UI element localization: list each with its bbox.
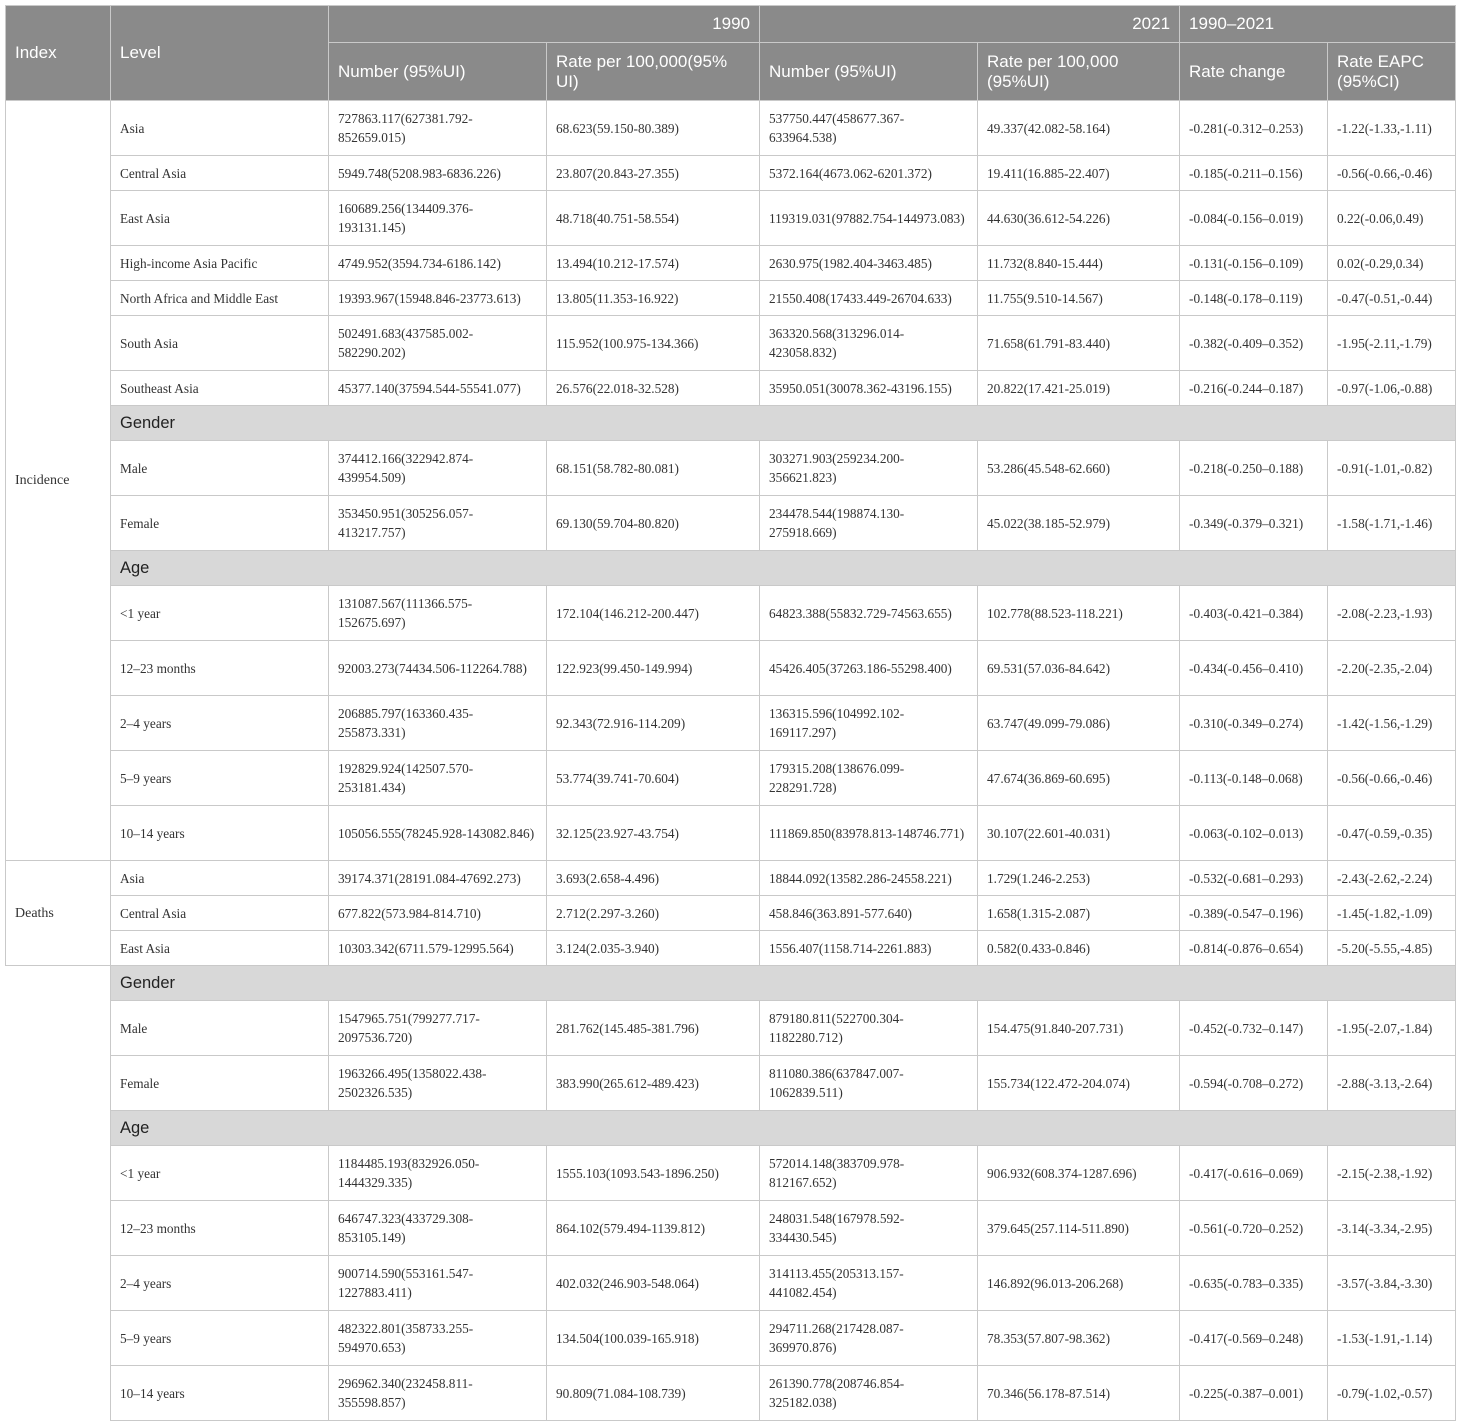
- cell-level: 10–14 years: [111, 806, 329, 861]
- cell-level: 2–4 years: [111, 696, 329, 751]
- cell-rate-2021: 53.286(45.548-62.660): [978, 441, 1180, 496]
- cell-rate-1990: 26.576(22.018-32.528): [547, 371, 760, 406]
- cell-rate-1990: 383.990(265.612-489.423): [547, 1056, 760, 1111]
- cell-rate-eapc: -2.88(-3.13,-2.64): [1328, 1056, 1456, 1111]
- cell-level: Central Asia: [111, 896, 329, 931]
- group-label: Age: [111, 551, 1456, 586]
- cell-number-2021: 248031.548(167978.592-334430.545): [760, 1201, 978, 1256]
- cell-rate-eapc: -1.58(-1.71,-1.46): [1328, 496, 1456, 551]
- cell-rate-1990: 3.693(2.658-4.496): [547, 861, 760, 896]
- cell-rate-change: -0.417(-0.616–0.069): [1180, 1146, 1328, 1201]
- cell-rate-eapc: -3.14(-3.34,-2.95): [1328, 1201, 1456, 1256]
- table-row: [6, 1001, 1456, 1056]
- cell-number-1990: 374412.166(322942.874-439954.509): [329, 441, 547, 496]
- cell-rate-1990: 13.494(10.212-17.574): [547, 246, 760, 281]
- cell-rate-eapc: 0.22(-0.06,0.49): [1328, 191, 1456, 246]
- cell-rate-eapc: -0.91(-1.01,-0.82): [1328, 441, 1456, 496]
- cell-rate-2021: 379.645(257.114-511.890): [978, 1201, 1180, 1256]
- cell-rate-eapc: -0.47(-0.59,-0.35): [1328, 806, 1456, 861]
- cell-number-1990: 1547965.751(799277.717-2097536.720): [329, 1001, 547, 1056]
- table-row: [6, 371, 1456, 406]
- cell-rate-2021: 20.822(17.421-25.019): [978, 371, 1180, 406]
- cell-rate-1990: 32.125(23.927-43.754): [547, 806, 760, 861]
- cell-rate-2021: 30.107(22.601-40.031): [978, 806, 1180, 861]
- cell-rate-change: -0.635(-0.783–0.335): [1180, 1256, 1328, 1311]
- cell-number-2021: 5372.164(4673.062-6201.372): [760, 156, 978, 191]
- cell-number-2021: 234478.544(198874.130-275918.669): [760, 496, 978, 551]
- cell-rate-change: -0.225(-0.387–0.001): [1180, 1366, 1328, 1421]
- table-row: [6, 696, 1456, 751]
- cell-number-1990: 19393.967(15948.846-23773.613): [329, 281, 547, 316]
- table-row: [6, 641, 1456, 696]
- cell-rate-1990: 402.032(246.903-548.064): [547, 1256, 760, 1311]
- index-blank: [6, 1366, 111, 1421]
- cell-level: Male: [111, 1001, 329, 1056]
- cell-number-2021: 537750.447(458677.367-633964.538): [760, 101, 978, 156]
- cell-rate-change: -0.594(-0.708–0.272): [1180, 1056, 1328, 1111]
- cell-rate-eapc: -0.56(-0.66,-0.46): [1328, 751, 1456, 806]
- table-row: [6, 1311, 1456, 1366]
- cell-level: <1 year: [111, 586, 329, 641]
- group-label: Gender: [111, 406, 1456, 441]
- cell-number-1990: 206885.797(163360.435-255873.331): [329, 696, 547, 751]
- cell-number-1990: 900714.590(553161.547-1227883.411): [329, 1256, 547, 1311]
- cell-number-2021: 111869.850(83978.813-148746.771): [760, 806, 978, 861]
- cell-level: North Africa and Middle East: [111, 281, 329, 316]
- header-year-range: 1990–2021: [1180, 6, 1456, 43]
- cell-rate-eapc: -0.97(-1.06,-0.88): [1328, 371, 1456, 406]
- cell-rate-1990: 23.807(20.843-27.355): [547, 156, 760, 191]
- cell-rate-change: -0.417(-0.569–0.248): [1180, 1311, 1328, 1366]
- cell-rate-2021: 1.658(1.315-2.087): [978, 896, 1180, 931]
- cell-level: 10–14 years: [111, 1366, 329, 1421]
- cell-level: Southeast Asia: [111, 371, 329, 406]
- table-row: [6, 896, 1456, 931]
- cell-number-1990: 10303.342(6711.579-12995.564): [329, 931, 547, 966]
- index-blank: [6, 1001, 111, 1056]
- cell-rate-2021: 0.582(0.433-0.846): [978, 931, 1180, 966]
- header-rate-1990: Rate per 100,000(95% UI): [547, 43, 760, 101]
- cell-rate-change: -0.561(-0.720–0.252): [1180, 1201, 1328, 1256]
- table-row: [6, 1256, 1456, 1311]
- header-index: Index: [6, 6, 111, 101]
- cell-rate-change: -0.389(-0.547–0.196): [1180, 896, 1328, 931]
- group-label: Age: [111, 1111, 1456, 1146]
- cell-rate-2021: 63.747(49.099-79.086): [978, 696, 1180, 751]
- header-rate-eapc: Rate EAPC (95%CI): [1328, 43, 1456, 101]
- table-row: [6, 861, 1456, 896]
- cell-rate-eapc: -0.56(-0.66,-0.46): [1328, 156, 1456, 191]
- cell-level: Male: [111, 441, 329, 496]
- cell-rate-1990: 68.151(58.782-80.081): [547, 441, 760, 496]
- cell-number-1990: 105056.555(78245.928-143082.846): [329, 806, 547, 861]
- cell-number-2021: 294711.268(217428.087-369970.876): [760, 1311, 978, 1366]
- cell-rate-change: -0.434(-0.456–0.410): [1180, 641, 1328, 696]
- cell-rate-2021: 44.630(36.612-54.226): [978, 191, 1180, 246]
- cell-number-1990: 5949.748(5208.983-6836.226): [329, 156, 547, 191]
- cell-rate-2021: 11.732(8.840-15.444): [978, 246, 1180, 281]
- cell-rate-change: -0.148(-0.178–0.119): [1180, 281, 1328, 316]
- header-year-2021: 2021: [760, 6, 1180, 43]
- cell-number-1990: 4749.952(3594.734-6186.142): [329, 246, 547, 281]
- header-number-2021: Number (95%UI): [760, 43, 978, 101]
- cell-rate-1990: 134.504(100.039-165.918): [547, 1311, 760, 1366]
- cell-rate-change: -0.216(-0.244–0.187): [1180, 371, 1328, 406]
- table-row: [6, 281, 1456, 316]
- cell-level: 12–23 months: [111, 641, 329, 696]
- cell-rate-change: -0.403(-0.421–0.384): [1180, 586, 1328, 641]
- cell-rate-1990: 68.623(59.150-80.389): [547, 101, 760, 156]
- index-blank: [6, 1146, 111, 1201]
- cell-number-2021: 18844.092(13582.286-24558.221): [760, 861, 978, 896]
- cell-number-2021: 261390.778(208746.854-325182.038): [760, 1366, 978, 1421]
- cell-number-2021: 179315.208(138676.099-228291.728): [760, 751, 978, 806]
- cell-level: Female: [111, 1056, 329, 1111]
- cell-level: Central Asia: [111, 156, 329, 191]
- index-blank: [6, 1311, 111, 1366]
- cell-level: Asia: [111, 861, 329, 896]
- table-row: [6, 806, 1456, 861]
- cell-level: 5–9 years: [111, 1311, 329, 1366]
- table-row: [6, 931, 1456, 966]
- cell-number-2021: 314113.455(205313.157-441082.454): [760, 1256, 978, 1311]
- cell-rate-change: -0.063(-0.102–0.013): [1180, 806, 1328, 861]
- cell-number-1990: 482322.801(358733.255-594970.653): [329, 1311, 547, 1366]
- cell-rate-change: -0.532(-0.681–0.293): [1180, 861, 1328, 896]
- cell-rate-1990: 172.104(146.212-200.447): [547, 586, 760, 641]
- header-level: Level: [111, 6, 329, 101]
- cell-rate-1990: 864.102(579.494-1139.812): [547, 1201, 760, 1256]
- cell-rate-2021: 47.674(36.869-60.695): [978, 751, 1180, 806]
- cell-number-2021: 879180.811(522700.304-1182280.712): [760, 1001, 978, 1056]
- cell-level: <1 year: [111, 1146, 329, 1201]
- cell-level: High-income Asia Pacific: [111, 246, 329, 281]
- cell-rate-eapc: -0.79(-1.02,-0.57): [1328, 1366, 1456, 1421]
- cell-number-2021: 1556.407(1158.714-2261.883): [760, 931, 978, 966]
- cell-rate-eapc: -2.43(-2.62,-2.24): [1328, 861, 1456, 896]
- cell-rate-2021: 1.729(1.246-2.253): [978, 861, 1180, 896]
- table-row: [6, 156, 1456, 191]
- cell-rate-change: -0.218(-0.250–0.188): [1180, 441, 1328, 496]
- cell-rate-eapc: -0.47(-0.51,-0.44): [1328, 281, 1456, 316]
- table-row: [6, 316, 1456, 371]
- cell-level: 2–4 years: [111, 1256, 329, 1311]
- table-row: [6, 101, 1456, 156]
- header-rate-change: Rate change: [1180, 43, 1328, 101]
- header-number-1990: Number (95%UI): [329, 43, 547, 101]
- cell-rate-eapc: -2.15(-2.38,-1.92): [1328, 1146, 1456, 1201]
- cell-number-2021: 136315.596(104992.102-169117.297): [760, 696, 978, 751]
- cell-number-2021: 64823.388(55832.729-74563.655): [760, 586, 978, 641]
- cell-number-2021: 572014.148(383709.978-812167.652): [760, 1146, 978, 1201]
- cell-rate-change: -0.281(-0.312–0.253): [1180, 101, 1328, 156]
- cell-rate-1990: 3.124(2.035-3.940): [547, 931, 760, 966]
- table-row: [6, 751, 1456, 806]
- cell-rate-change: -0.113(-0.148–0.068): [1180, 751, 1328, 806]
- cell-rate-2021: 71.658(61.791-83.440): [978, 316, 1180, 371]
- group-row: [6, 1111, 1456, 1146]
- cell-number-1990: 1963266.495(1358022.438-2502326.535): [329, 1056, 547, 1111]
- cell-number-1990: 39174.371(28191.084-47692.273): [329, 861, 547, 896]
- group-row: [6, 551, 1456, 586]
- table-body: [6, 101, 1456, 1421]
- cell-rate-1990: 281.762(145.485-381.796): [547, 1001, 760, 1056]
- cell-number-2021: 811080.386(637847.007-1062839.511): [760, 1056, 978, 1111]
- cell-rate-2021: 49.337(42.082-58.164): [978, 101, 1180, 156]
- cell-rate-2021: 69.531(57.036-84.642): [978, 641, 1180, 696]
- cell-rate-change: -0.131(-0.156–0.109): [1180, 246, 1328, 281]
- cell-number-1990: 646747.323(433729.308-853105.149): [329, 1201, 547, 1256]
- table-row: [6, 246, 1456, 281]
- cell-rate-eapc: -1.42(-1.56,-1.29): [1328, 696, 1456, 751]
- cell-rate-1990: 1555.103(1093.543-1896.250): [547, 1146, 760, 1201]
- cell-rate-1990: 69.130(59.704-80.820): [547, 496, 760, 551]
- cell-level: 5–9 years: [111, 751, 329, 806]
- cell-number-1990: 677.822(573.984-814.710): [329, 896, 547, 931]
- cell-rate-eapc: -1.45(-1.82,-1.09): [1328, 896, 1456, 931]
- cell-rate-change: -0.349(-0.379–0.321): [1180, 496, 1328, 551]
- cell-rate-1990: 2.712(2.297-3.260): [547, 896, 760, 931]
- cell-rate-1990: 122.923(99.450-149.994): [547, 641, 760, 696]
- cell-number-1990: 353450.951(305256.057-413217.757): [329, 496, 547, 551]
- cell-rate-eapc: -3.57(-3.84,-3.30): [1328, 1256, 1456, 1311]
- cell-rate-1990: 92.343(72.916-114.209): [547, 696, 760, 751]
- table-row: [6, 1201, 1456, 1256]
- index-deaths: Deaths: [6, 861, 111, 966]
- cell-number-2021: 35950.051(30078.362-43196.155): [760, 371, 978, 406]
- cell-rate-2021: 19.411(16.885-22.407): [978, 156, 1180, 191]
- cell-level: East Asia: [111, 191, 329, 246]
- cell-rate-2021: 11.755(9.510-14.567): [978, 281, 1180, 316]
- cell-number-2021: 2630.975(1982.404-3463.485): [760, 246, 978, 281]
- cell-rate-2021: 154.475(91.840-207.731): [978, 1001, 1180, 1056]
- header-year-1990: 1990: [329, 6, 760, 43]
- cell-level: Female: [111, 496, 329, 551]
- table-row: [6, 441, 1456, 496]
- cell-number-1990: 296962.340(232458.811-355598.857): [329, 1366, 547, 1421]
- cell-rate-eapc: -1.53(-1.91,-1.14): [1328, 1311, 1456, 1366]
- table-row: [6, 586, 1456, 641]
- cell-number-2021: 21550.408(17433.449-26704.633): [760, 281, 978, 316]
- table-row: [6, 496, 1456, 551]
- cell-number-2021: 363320.568(313296.014-423058.832): [760, 316, 978, 371]
- cell-rate-2021: 146.892(96.013-206.268): [978, 1256, 1180, 1311]
- cell-number-1990: 1184485.193(832926.050-1444329.335): [329, 1146, 547, 1201]
- cell-number-1990: 131087.567(111366.575-152675.697): [329, 586, 547, 641]
- cell-rate-2021: 155.734(122.472-204.074): [978, 1056, 1180, 1111]
- group-row: [6, 406, 1456, 441]
- cell-rate-change: -0.084(-0.156–0.019): [1180, 191, 1328, 246]
- cell-number-2021: 303271.903(259234.200-356621.823): [760, 441, 978, 496]
- cell-rate-2021: 102.778(88.523-118.221): [978, 586, 1180, 641]
- cell-rate-change: -0.814(-0.876–0.654): [1180, 931, 1328, 966]
- cell-number-1990: 160689.256(134409.376-193131.145): [329, 191, 547, 246]
- cell-rate-change: -0.185(-0.211–0.156): [1180, 156, 1328, 191]
- cell-rate-1990: 90.809(71.084-108.739): [547, 1366, 760, 1421]
- cell-number-1990: 92003.273(74434.506-112264.788): [329, 641, 547, 696]
- cell-rate-change: -0.310(-0.349–0.274): [1180, 696, 1328, 751]
- cell-rate-change: -0.452(-0.732–0.147): [1180, 1001, 1328, 1056]
- index-blank: [6, 1256, 111, 1311]
- group-label: Gender: [111, 966, 1456, 1001]
- index-blank: [6, 1201, 111, 1256]
- cell-rate-2021: 45.022(38.185-52.979): [978, 496, 1180, 551]
- cell-level: Asia: [111, 101, 329, 156]
- index-blank: [6, 1111, 111, 1146]
- cell-number-1990: 727863.117(627381.792-852659.015): [329, 101, 547, 156]
- cell-level: South Asia: [111, 316, 329, 371]
- cell-rate-eapc: -5.20(-5.55,-4.85): [1328, 931, 1456, 966]
- cell-rate-eapc: -1.22(-1.33,-1.11): [1328, 101, 1456, 156]
- cell-rate-eapc: -1.95(-2.07,-1.84): [1328, 1001, 1456, 1056]
- table-row: [6, 1366, 1456, 1421]
- data-table: [5, 5, 1456, 1421]
- header-rate-2021: Rate per 100,000 (95%UI): [978, 43, 1180, 101]
- cell-rate-change: -0.382(-0.409–0.352): [1180, 316, 1328, 371]
- cell-number-2021: 45426.405(37263.186-55298.400): [760, 641, 978, 696]
- cell-rate-2021: 906.932(608.374-1287.696): [978, 1146, 1180, 1201]
- table-header: [6, 6, 1456, 101]
- index-incidence: Incidence: [6, 101, 111, 861]
- cell-rate-1990: 115.952(100.975-134.366): [547, 316, 760, 371]
- cell-rate-eapc: -2.08(-2.23,-1.93): [1328, 586, 1456, 641]
- index-blank: [6, 1056, 111, 1111]
- cell-rate-eapc: -2.20(-2.35,-2.04): [1328, 641, 1456, 696]
- table-row: [6, 1056, 1456, 1111]
- table-row: [6, 1146, 1456, 1201]
- cell-rate-1990: 48.718(40.751-58.554): [547, 191, 760, 246]
- cell-rate-eapc: 0.02(-0.29,0.34): [1328, 246, 1456, 281]
- cell-level: 12–23 months: [111, 1201, 329, 1256]
- cell-number-1990: 45377.140(37594.544-55541.077): [329, 371, 547, 406]
- cell-rate-eapc: -1.95(-2.11,-1.79): [1328, 316, 1456, 371]
- cell-number-2021: 119319.031(97882.754-144973.083): [760, 191, 978, 246]
- group-row: [6, 966, 1456, 1001]
- cell-rate-1990: 13.805(11.353-16.922): [547, 281, 760, 316]
- cell-number-2021: 458.846(363.891-577.640): [760, 896, 978, 931]
- cell-rate-1990: 53.774(39.741-70.604): [547, 751, 760, 806]
- cell-number-1990: 192829.924(142507.570-253181.434): [329, 751, 547, 806]
- index-blank: [6, 966, 111, 1001]
- cell-number-1990: 502491.683(437585.002-582290.202): [329, 316, 547, 371]
- cell-rate-2021: 70.346(56.178-87.514): [978, 1366, 1180, 1421]
- table-row: [6, 191, 1456, 246]
- cell-rate-2021: 78.353(57.807-98.362): [978, 1311, 1180, 1366]
- cell-level: East Asia: [111, 931, 329, 966]
